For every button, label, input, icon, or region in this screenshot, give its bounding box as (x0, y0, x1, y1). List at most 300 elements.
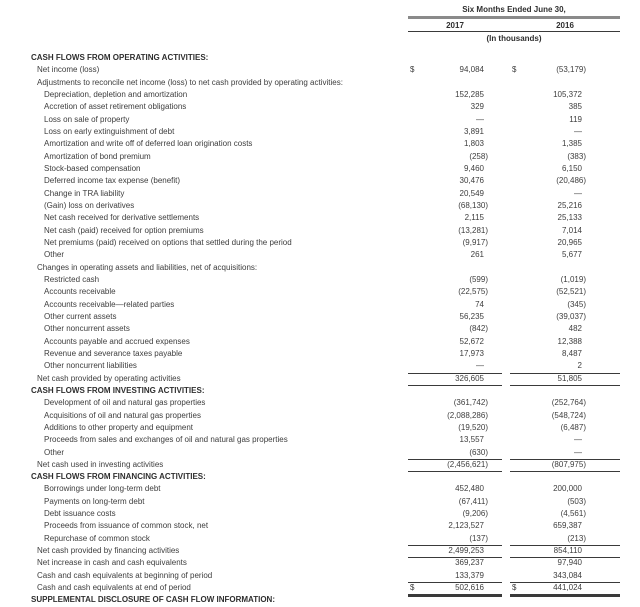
row-label: CASH FLOWS FROM OPERATING ACTIVITIES: (31, 53, 209, 62)
value-2016 (510, 237, 620, 249)
column-gap (502, 447, 510, 460)
dollar-sign: $ (512, 583, 517, 593)
amount: 1,385 (561, 139, 582, 149)
value-2017 (408, 101, 502, 113)
value-2017 (408, 397, 502, 409)
value-2017 (408, 570, 502, 583)
row-label: Debt issuance costs (44, 509, 116, 519)
table-row (0, 163, 640, 175)
value-2017 (408, 385, 502, 397)
value-2017 (408, 151, 502, 163)
table-row (0, 52, 640, 64)
table-row (0, 594, 640, 606)
amount: (9,917) (462, 237, 488, 247)
column-gap (502, 496, 510, 508)
table-row (0, 225, 640, 237)
dollar-sign: $ (410, 583, 415, 593)
value-2017 (408, 459, 502, 472)
value-2017 (408, 422, 502, 434)
table-header (408, 0, 620, 45)
row-label: Accretion of asset retirement obligations (44, 102, 187, 112)
amount: (345) (567, 299, 586, 309)
column-gap (502, 360, 510, 373)
column-gap (502, 225, 510, 237)
amount: (383) (567, 151, 586, 161)
amount: 343,084 (553, 570, 582, 580)
amount: (599) (469, 274, 488, 284)
value-2017 (408, 582, 502, 595)
column-gap (502, 101, 510, 113)
column-gap (502, 336, 510, 348)
amount: 659,387 (553, 521, 582, 531)
value-2017 (408, 212, 502, 224)
amount: — (476, 114, 484, 124)
amount: (22,575) (458, 287, 488, 297)
amount: 17,973 (459, 348, 484, 358)
row-label: Repurchase of common stock (44, 533, 150, 543)
column-gap (502, 520, 510, 532)
value-2017 (408, 249, 502, 261)
column-gap (502, 274, 510, 286)
table-row (0, 360, 640, 372)
value-2016 (510, 200, 620, 212)
value-2016 (510, 138, 620, 150)
value-2016 (510, 410, 620, 422)
column-gap (502, 397, 510, 409)
table-row (0, 77, 640, 89)
amount: (2,088,286) (447, 410, 488, 420)
amount: 105,372 (553, 89, 582, 99)
table-row (0, 299, 640, 311)
amount: (67,411) (458, 496, 488, 506)
column-gap (502, 422, 510, 434)
value-2017 (408, 373, 502, 386)
column-gap (502, 200, 510, 212)
table-row (0, 138, 640, 150)
header-rule-top (408, 16, 620, 19)
amount: 5,677 (561, 250, 582, 260)
value-2016 (510, 447, 620, 460)
value-2017 (408, 163, 502, 175)
column-gap (502, 483, 510, 495)
table-row (0, 410, 640, 422)
table-row (0, 336, 640, 348)
table-row (0, 459, 640, 471)
table-row (0, 557, 640, 569)
value-2016 (510, 459, 620, 472)
amount: 74 (475, 299, 484, 309)
row-label: (Gain) loss on derivatives (44, 200, 135, 210)
amount: 94,084 (459, 65, 484, 75)
amount: (548,724) (551, 410, 586, 420)
amount: 56,235 (459, 311, 484, 321)
column-gap (502, 373, 510, 386)
value-2016 (510, 151, 620, 163)
value-2016 (510, 64, 620, 76)
value-2016 (510, 434, 620, 446)
value-2017 (408, 533, 502, 546)
column-gap (502, 114, 510, 126)
value-2016 (510, 299, 620, 311)
row-label: SUPPLEMENTAL DISCLOSURE OF CASH FLOW INFORMATION: (31, 595, 275, 605)
column-gap (502, 348, 510, 360)
row-label: Additions to other property and equipment (44, 422, 193, 432)
table-row (0, 422, 640, 434)
year-columns-row (408, 20, 620, 31)
row-label: CASH FLOWS FROM INVESTING ACTIVITIES: (31, 385, 205, 395)
statement-rows (0, 52, 640, 607)
amount: (9,206) (462, 509, 488, 519)
value-2016 (510, 582, 620, 595)
value-2017 (408, 64, 502, 76)
column-gap (502, 188, 510, 200)
column-gap (502, 471, 510, 483)
value-2017 (408, 508, 502, 520)
amount: 452,480 (455, 484, 484, 494)
table-row (0, 200, 640, 212)
amount: (842) (469, 324, 488, 334)
table-row (0, 323, 640, 335)
amount: 13,557 (459, 435, 484, 445)
row-label: Restricted cash (44, 274, 100, 284)
amount: 133,379 (455, 570, 484, 580)
value-2016 (510, 323, 620, 335)
column-gap (502, 311, 510, 323)
value-2017 (408, 77, 502, 89)
value-2016 (510, 114, 620, 126)
column-gap (502, 212, 510, 224)
value-2016 (510, 311, 620, 323)
value-2017 (408, 434, 502, 446)
value-2016 (510, 249, 620, 261)
table-row (0, 151, 640, 163)
value-2017 (408, 483, 502, 495)
amount: (503) (567, 496, 586, 506)
column-gap (502, 77, 510, 89)
amount: (6,487) (560, 422, 586, 432)
table-row (0, 385, 640, 397)
amount: (2,456,621) (447, 459, 488, 469)
table-row (0, 483, 640, 495)
row-label: Other noncurrent liabilities (44, 361, 137, 371)
amount: 200,000 (553, 484, 582, 494)
value-2017 (408, 237, 502, 249)
value-2017 (408, 225, 502, 237)
amount: (52,521) (556, 287, 586, 297)
amount: 2,115 (464, 213, 484, 223)
row-label: Net cash used in investing activities (37, 459, 164, 469)
value-2017 (408, 496, 502, 508)
amount: 2 (577, 361, 582, 371)
amount: (20,486) (556, 176, 586, 186)
value-2017 (408, 323, 502, 335)
table-row (0, 545, 640, 557)
table-row (0, 496, 640, 508)
value-2016 (510, 336, 620, 348)
row-label: Borrowings under long-term debt (44, 484, 161, 494)
row-label: Cash and cash equivalents at end of period (37, 583, 191, 593)
table-row (0, 570, 640, 582)
row-label: Other (44, 250, 65, 260)
amount: (252,764) (551, 398, 586, 408)
amount: (53,179) (556, 65, 586, 75)
amount: 52,672 (459, 336, 484, 346)
table-row (0, 262, 640, 274)
amount: 9,460 (463, 163, 484, 173)
value-2017 (408, 126, 502, 138)
amount: (258) (469, 151, 488, 161)
amount: (807,975) (551, 459, 586, 469)
value-2016 (510, 163, 620, 175)
value-2017 (408, 286, 502, 298)
row-label: Proceeds from issuance of common stock, net (44, 521, 209, 531)
table-row (0, 249, 640, 261)
value-2017 (408, 299, 502, 311)
column-gap (502, 570, 510, 583)
value-2016 (510, 533, 620, 546)
value-2017 (408, 520, 502, 532)
row-label: Change in TRA liability (44, 188, 125, 198)
amount: 2,499,253 (448, 546, 484, 556)
amount: (39,037) (556, 311, 586, 321)
table-row (0, 175, 640, 187)
amount: 25,216 (557, 200, 582, 210)
value-2017 (408, 200, 502, 212)
amount: 329 (470, 102, 484, 112)
amount: — (574, 188, 582, 198)
column-gap (502, 20, 510, 31)
value-2017 (408, 471, 502, 483)
column-gap (502, 237, 510, 249)
value-2016 (510, 385, 620, 397)
row-label: Development of oil and natural gas properties (44, 398, 206, 408)
value-2017 (408, 336, 502, 348)
amount: 1,803 (463, 139, 484, 149)
amount: 482 (568, 324, 582, 334)
row-label: Net cash provided by operating activities (37, 373, 181, 383)
table-row (0, 582, 640, 594)
table-row (0, 311, 640, 323)
table-row (0, 274, 640, 286)
table-row (0, 508, 640, 520)
table-row (0, 114, 640, 126)
row-label: Amortization and write off of deferred loan origination costs (44, 139, 253, 149)
value-2016 (510, 545, 620, 558)
table-row (0, 126, 640, 138)
column-header-2016: 2016 (556, 21, 574, 30)
value-2016 (510, 126, 620, 138)
amount: 25,133 (557, 213, 582, 223)
amount: (19,520) (458, 422, 488, 432)
column-header-2017: 2017 (446, 21, 464, 30)
column-gap (502, 385, 510, 397)
table-row (0, 101, 640, 113)
amount: (13,281) (458, 225, 488, 235)
units-note: (In thousands) (486, 34, 542, 43)
row-label: Accounts payable and accrued expenses (44, 336, 190, 346)
amount: (137) (469, 533, 488, 543)
table-row (0, 397, 640, 409)
amount: 854,110 (553, 546, 582, 556)
amount: 369,237 (455, 558, 484, 568)
value-2016 (510, 225, 620, 237)
value-2016 (510, 348, 620, 360)
dollar-sign: $ (512, 65, 517, 75)
row-label: Stock-based compensation (44, 163, 141, 173)
column-gap (502, 508, 510, 520)
column-gap (502, 89, 510, 101)
row-label: Accounts receivable—related parties (44, 299, 175, 309)
value-2016 (510, 89, 620, 101)
amount: — (574, 435, 582, 445)
value-2016 (510, 557, 620, 569)
column-gap (502, 151, 510, 163)
value-2016 (510, 508, 620, 520)
column-gap (502, 410, 510, 422)
value-2016 (510, 360, 620, 373)
row-label: Other noncurrent assets (44, 324, 130, 334)
amount: — (574, 447, 582, 457)
value-2016 (510, 175, 620, 187)
table-row (0, 447, 640, 459)
value-2016 (510, 483, 620, 495)
table-row (0, 188, 640, 200)
amount: 8,487 (561, 348, 582, 358)
column-gap (502, 286, 510, 298)
table-row (0, 348, 640, 360)
column-gap (502, 594, 510, 606)
row-label: CASH FLOWS FROM FINANCING ACTIVITIES: (31, 472, 206, 482)
value-2016 (510, 471, 620, 483)
amount: 12,388 (557, 336, 582, 346)
table-row (0, 237, 640, 249)
value-2017 (408, 557, 502, 569)
row-label: Adjustments to reconcile net income (loss) to net cash provided by operating activities: (37, 77, 343, 87)
value-2017 (408, 175, 502, 187)
value-2017 (408, 311, 502, 323)
value-2017 (408, 348, 502, 360)
amount: (630) (469, 447, 488, 457)
value-2016 (510, 520, 620, 532)
amount: (361,742) (453, 398, 488, 408)
row-label: Net cash provided by financing activities (37, 546, 180, 556)
column-gap (502, 582, 510, 595)
value-2017 (408, 262, 502, 274)
value-2016 (510, 286, 620, 298)
column-gap (502, 138, 510, 150)
column-gap (502, 545, 510, 558)
amount: 97,940 (557, 558, 582, 568)
amount: 7,014 (561, 225, 582, 235)
value-2017 (408, 89, 502, 101)
table-row (0, 64, 640, 76)
column-gap (502, 262, 510, 274)
table-row (0, 212, 640, 224)
value-2017 (408, 447, 502, 460)
row-label: Payments on long-term debt (44, 496, 145, 506)
amount: — (476, 361, 484, 371)
value-2017 (408, 594, 502, 606)
column-gap (502, 249, 510, 261)
amount: (4,561) (560, 509, 586, 519)
row-label: Net income (loss) (37, 65, 100, 75)
value-2016 (510, 101, 620, 113)
row-label: Cash and cash equivalents at beginning of period (37, 570, 213, 580)
amount: 51,805 (557, 373, 582, 383)
table-row (0, 286, 640, 298)
amount: (68,130) (458, 200, 488, 210)
amount: 152,285 (455, 89, 484, 99)
value-2017 (408, 52, 502, 64)
row-label: Deferred income tax expense (benefit) (44, 176, 181, 186)
row-label: Revenue and severance taxes payable (44, 348, 183, 358)
row-label: Proceeds from sales and exchanges of oil and natural gas properties (44, 435, 288, 445)
value-2016 (510, 570, 620, 583)
amount: 30,476 (459, 176, 484, 186)
value-2016 (510, 77, 620, 89)
row-label: Loss on sale of property (44, 114, 130, 124)
value-2017 (408, 410, 502, 422)
value-2016 (510, 496, 620, 508)
value-2017 (408, 114, 502, 126)
column-gap (502, 64, 510, 76)
dollar-sign: $ (410, 65, 415, 75)
column-gap (502, 557, 510, 569)
column-gap (502, 175, 510, 187)
value-2016 (510, 397, 620, 409)
value-2017 (408, 545, 502, 558)
value-2017 (408, 274, 502, 286)
row-label: Other current assets (44, 311, 117, 321)
column-gap (502, 52, 510, 64)
amount: (213) (567, 533, 586, 543)
value-2017 (408, 360, 502, 373)
column-gap (502, 459, 510, 472)
row-label: Loss on early extinguishment of debt (44, 126, 175, 136)
value-2016 (510, 274, 620, 286)
period-header: Six Months Ended June 30, (462, 5, 566, 14)
column-gap (502, 163, 510, 175)
value-2016 (510, 212, 620, 224)
amount: 119 (569, 114, 582, 124)
amount: 3,891 (463, 126, 484, 136)
value-2016 (510, 594, 620, 606)
table-row (0, 434, 640, 446)
row-label: Net increase in cash and cash equivalents (37, 558, 187, 568)
table-row (0, 520, 640, 532)
amount: — (574, 126, 582, 136)
table-row (0, 373, 640, 385)
value-2016 (510, 188, 620, 200)
value-2017 (408, 188, 502, 200)
row-label: Net cash (paid) received for option premiums (44, 225, 204, 235)
table-row (0, 533, 640, 545)
column-gap (502, 434, 510, 446)
row-label: Depreciation, depletion and amortization (44, 89, 188, 99)
amount: 385 (568, 102, 582, 112)
row-label: Net premiums (paid) received on options that settled during the period (44, 237, 292, 247)
value-2016 (510, 262, 620, 274)
value-2016 (510, 373, 620, 386)
row-label: Acquisitions of oil and natural gas properties (44, 410, 201, 420)
row-label: Other (44, 447, 65, 457)
column-gap (502, 533, 510, 546)
value-2016 (510, 422, 620, 434)
row-label: Changes in operating assets and liabilities, net of acquisitions: (37, 262, 258, 272)
row-label: Net cash received for derivative settlements (44, 213, 200, 223)
value-2017 (408, 138, 502, 150)
column-gap (502, 323, 510, 335)
